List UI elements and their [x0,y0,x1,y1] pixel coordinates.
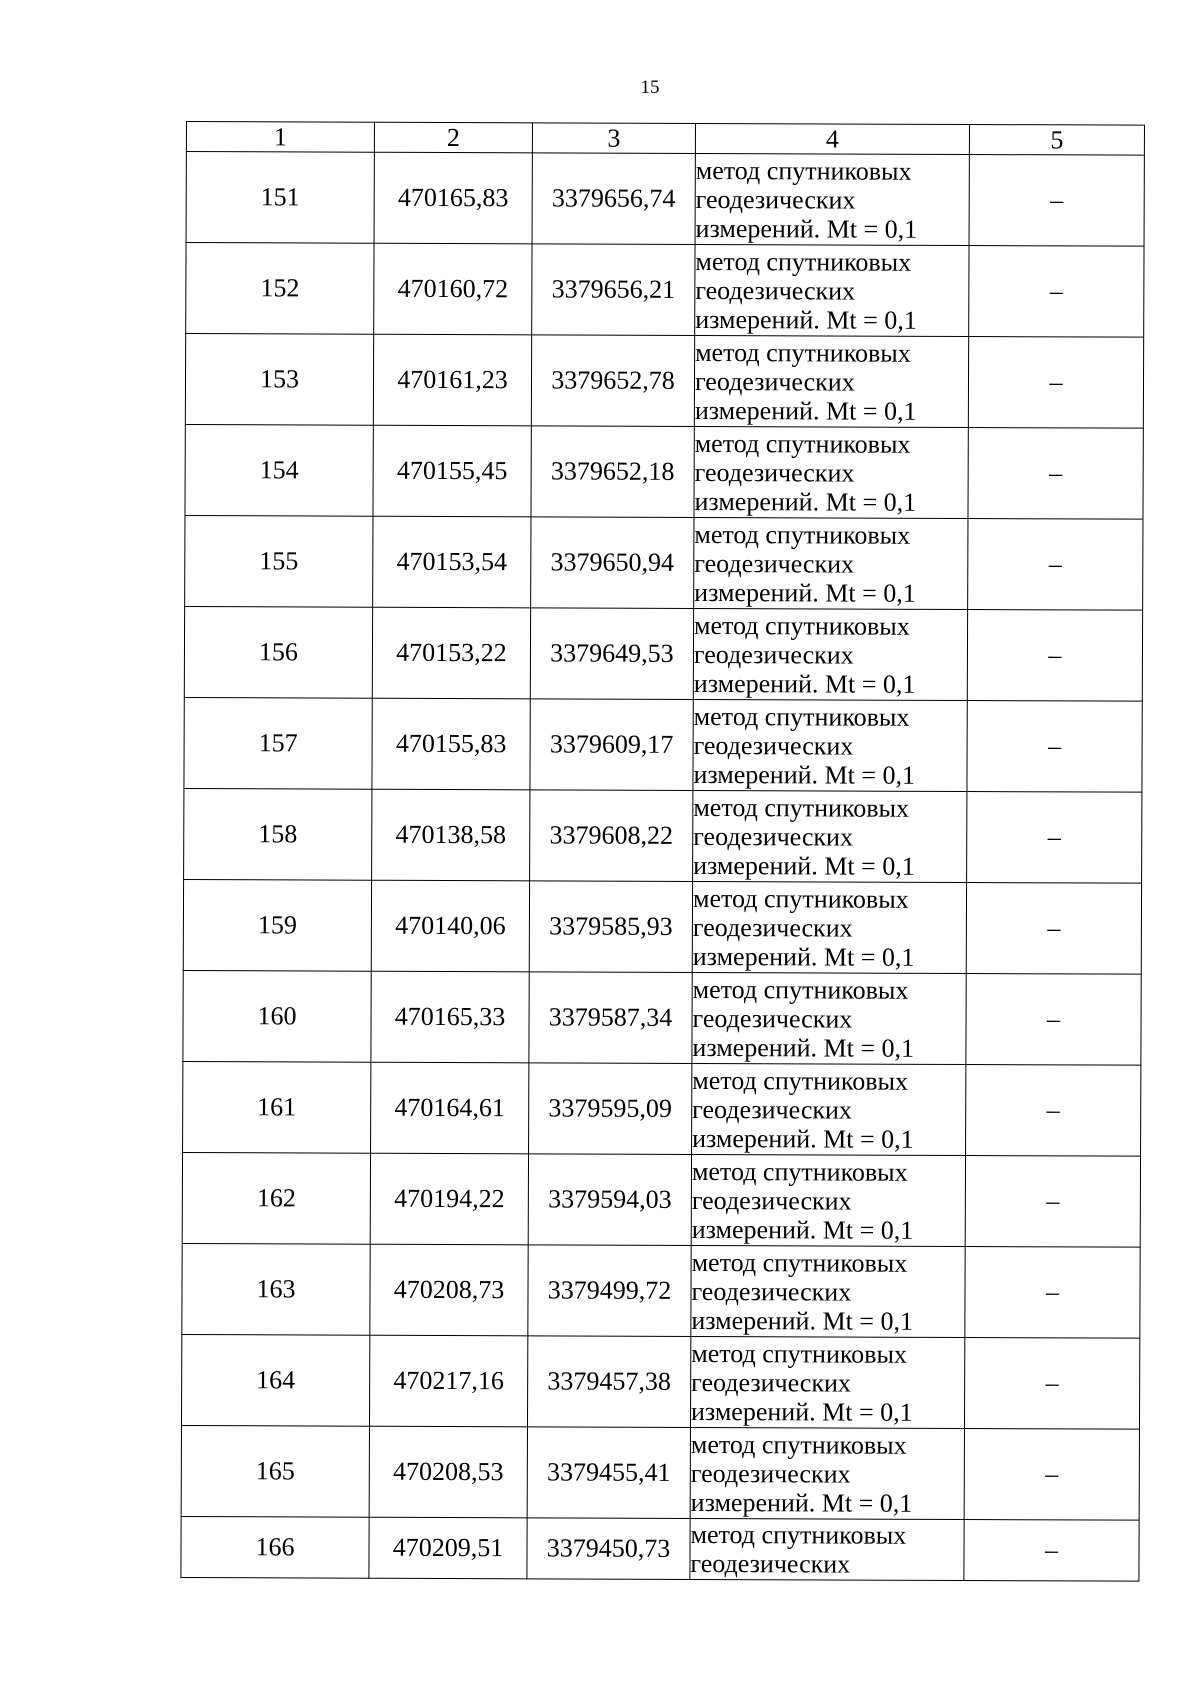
y-coordinate-cell: 3379652,18 [531,426,694,518]
point-number-cell: 161 [183,1061,371,1153]
method-text-line: измерений. Mt = 0,1 [695,304,917,335]
note-cell: – [968,337,1143,429]
point-number-cell: 166 [181,1516,369,1578]
point-number-cell: 163 [182,1243,370,1335]
column-header-1: 1 [186,122,374,153]
note-cell: – [969,246,1144,338]
x-coordinate-cell: 470153,22 [372,607,530,699]
column-header-4: 4 [695,123,969,154]
method-text-line: геодезических [692,1094,852,1125]
method-text-line: метод спутниковых [695,246,912,277]
method-cell [691,1245,965,1337]
method-cell [694,426,968,518]
method-cell [693,699,967,791]
note-cell: – [966,883,1141,975]
method-text-line: метод спутниковых [694,428,911,459]
method-text-line: геодезических [691,1276,852,1307]
method-text-line: метод спутниковых [692,883,909,914]
table-row [185,334,1143,429]
table-body [181,152,1144,1582]
method-text-line: геодезических [690,1458,851,1489]
x-coordinate-cell: 470153,54 [373,516,531,608]
y-coordinate-cell: 3379595,09 [529,1063,692,1155]
point-number-cell: 164 [181,1334,369,1426]
table-row [182,1243,1140,1338]
x-coordinate-cell: 470209,51 [369,1517,527,1579]
y-coordinate-cell: 3379457,38 [527,1336,690,1428]
method-cell [694,517,968,609]
method-text-line: геодезических [694,366,855,397]
x-coordinate-cell: 470161,23 [373,334,531,426]
point-number-cell: 160 [183,970,371,1062]
note-cell: – [964,1519,1139,1581]
method-text-line: измерений. Mt = 0,1 [692,1123,914,1154]
y-coordinate-cell: 3379650,94 [531,517,694,609]
method-text-line: метод спутниковых [692,1065,909,1096]
x-coordinate-cell: 470217,16 [369,1335,527,1427]
x-coordinate-cell: 470164,61 [371,1062,529,1154]
table-row [184,697,1142,792]
method-text-line: измерений. Mt = 0,1 [694,395,917,426]
method-cell [692,1063,966,1155]
table-row [183,1061,1141,1156]
method-cell [691,1154,965,1246]
method-text-line: метод спутниковых [693,701,910,732]
method-cell [695,244,969,336]
method-text-line: геодезических [692,1003,853,1034]
y-coordinate-cell: 3379450,73 [527,1518,690,1580]
method-text-line: измерений. Mt = 0,1 [694,577,916,608]
method-text-line: метод спутниковых [695,155,912,186]
method-text-line: измерений. Mt = 0,1 [694,486,917,517]
y-coordinate-cell: 3379652,78 [531,335,694,427]
note-cell: – [968,519,1143,611]
method-cell [693,790,967,882]
note-cell: – [967,792,1142,884]
method-cell [692,972,966,1064]
method-cell [694,335,968,427]
note-cell: – [964,1428,1139,1520]
table-row [181,1425,1139,1520]
y-coordinate-cell: 3379656,21 [532,244,695,336]
method-text-line: метод спутниковых [695,337,911,368]
method-cell [692,881,966,973]
x-coordinate-cell: 470165,33 [371,971,529,1063]
coordinates-sheet [180,121,1144,1582]
point-number-cell: 162 [182,1152,370,1244]
table-row [183,970,1141,1065]
method-text-line: геодезических [693,730,854,761]
x-coordinate-cell: 470208,73 [370,1244,528,1336]
point-number-cell: 157 [184,697,372,789]
method-text-line: метод спутниковых [691,1338,908,1369]
note-cell: – [968,428,1143,520]
method-text-line: измерений. Mt = 0,1 [691,1305,914,1336]
method-text-line: метод спутниковых [690,1519,907,1550]
y-coordinate-cell: 3379455,41 [527,1427,690,1519]
method-text-line: геодезических [693,821,854,852]
method-text-line: измерений. Mt = 0,1 [692,1032,915,1063]
method-text-line: геодезических [692,912,853,943]
method-text-line: геодезических [693,639,854,670]
y-coordinate-cell: 3379609,17 [530,699,693,791]
note-cell: – [966,1065,1141,1157]
table-row [183,879,1141,974]
method-text-line: измерений. Mt = 0,1 [690,1396,913,1427]
table-row [184,606,1142,701]
method-text-line: геодезических [694,457,855,488]
method-text-line: геодезических [691,1185,852,1216]
point-number-cell: 158 [184,788,372,880]
point-number-cell: 159 [183,879,371,971]
coordinates-table [180,121,1145,1582]
method-text-line: метод спутниковых [690,1429,907,1460]
table-row [184,788,1142,883]
method-text-line: измерений. Mt = 0,1 [690,1487,913,1518]
method-text-line: метод спутниковых [691,1156,908,1187]
column-header-2: 2 [374,122,532,153]
table-row [181,1516,1139,1581]
x-coordinate-cell: 470138,58 [372,789,530,881]
point-number-cell: 155 [185,515,373,607]
table-row [186,152,1144,247]
method-text-line: метод спутниковых [691,1247,908,1278]
x-coordinate-cell: 470208,53 [369,1426,527,1518]
table-row [182,1152,1140,1247]
point-number-cell: 156 [184,606,372,698]
table-row [185,515,1143,610]
method-text-line: измерений. Mt = 0,1 [692,941,915,972]
x-coordinate-cell: 470160,72 [374,243,532,335]
x-coordinate-cell: 470165,83 [374,152,532,244]
x-coordinate-cell: 470194,22 [370,1153,528,1245]
method-text-line: геодезических [695,184,856,215]
method-cell [695,153,969,245]
note-cell: – [964,1337,1139,1429]
table-header [186,122,1144,156]
note-cell: – [969,155,1144,247]
method-text-line: метод спутниковых [694,519,911,550]
note-cell: – [965,1156,1140,1248]
method-text-line: геодезических [690,1548,851,1579]
method-text-line: геодезических [691,1367,851,1398]
method-text-line: метод спутниковых [694,610,910,641]
method-text-line: измерений. Mt = 0,1 [695,213,918,244]
method-text-line: геодезических [694,548,855,579]
column-header-3: 3 [532,123,695,154]
method-text-line: измерений. Mt = 0,1 [693,668,916,699]
method-cell [690,1336,964,1428]
table-row [186,243,1144,338]
y-coordinate-cell: 3379656,74 [532,153,695,245]
note-cell: – [967,610,1142,702]
method-cell [693,608,967,700]
method-text-line: метод спутниковых [693,792,910,823]
column-header-5: 5 [969,125,1144,156]
y-coordinate-cell: 3379608,22 [530,790,693,882]
y-coordinate-cell: 3379585,93 [529,881,692,973]
method-text-line: метод спутниковых [692,974,909,1005]
method-text-line: измерений. Mt = 0,1 [691,1214,914,1245]
method-text-line: измерений. Mt = 0,1 [693,759,916,790]
table-row [185,424,1143,519]
x-coordinate-cell: 470140,06 [371,880,529,972]
method-text-line: геодезических [695,275,856,306]
y-coordinate-cell: 3379649,53 [530,608,693,700]
point-number-cell: 154 [185,424,373,516]
point-number-cell: 165 [181,1425,369,1517]
method-text-line: измерений. Mt = 0,1 [693,850,915,881]
page-number: 15 [640,77,660,98]
y-coordinate-cell: 3379499,72 [528,1245,691,1337]
method-cell [690,1427,964,1519]
note-cell: – [967,701,1142,793]
point-number-cell: 151 [186,152,374,244]
note-cell: – [966,974,1141,1066]
table-row [181,1334,1139,1429]
x-coordinate-cell: 470155,83 [372,698,530,790]
point-number-cell: 152 [186,243,374,335]
note-cell: – [965,1247,1140,1339]
point-number-cell: 153 [185,334,373,426]
header-row [186,122,1144,156]
y-coordinate-cell: 3379594,03 [528,1154,691,1246]
x-coordinate-cell: 470155,45 [373,425,531,517]
y-coordinate-cell: 3379587,34 [529,972,692,1064]
method-cell [690,1518,964,1580]
